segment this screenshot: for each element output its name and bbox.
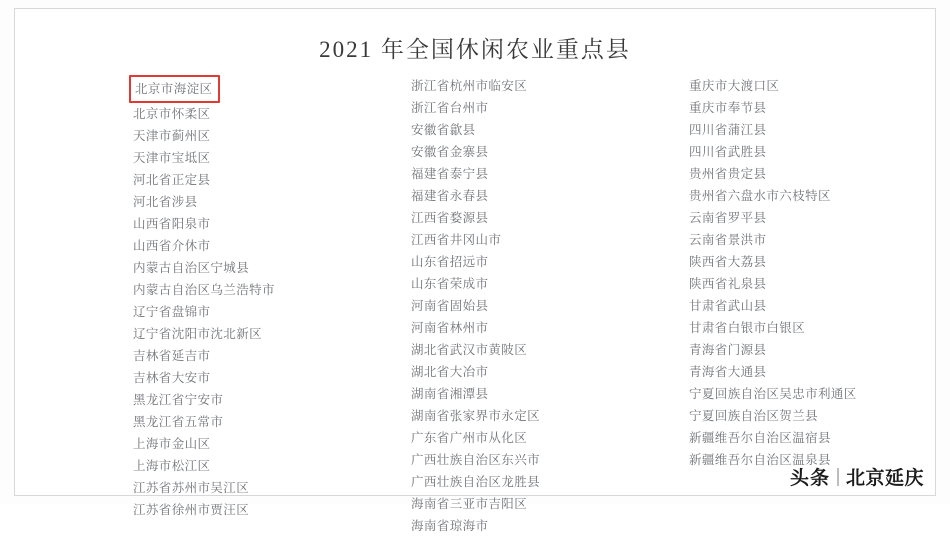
- county-entry: 广西壮族自治区东兴市: [411, 453, 541, 467]
- county-entry: 浙江省杭州市临安区: [411, 79, 528, 93]
- county-entry-row: [689, 317, 901, 339]
- county-entry-row: [411, 119, 623, 141]
- county-entry: 甘肃省武山县: [689, 299, 767, 313]
- county-entry-row: [411, 405, 623, 427]
- county-entry-row: [689, 427, 901, 449]
- county-entry: 广西壮族自治区龙胜县: [411, 475, 541, 489]
- county-entry: 江西省井冈山市: [411, 233, 502, 247]
- county-entry-row: [133, 235, 345, 257]
- county-entry-row: [133, 367, 345, 389]
- county-entry-row: [689, 207, 901, 229]
- county-entry: 山东省招远市: [411, 255, 489, 269]
- county-entry-row: [133, 455, 345, 477]
- county-entry-row: [689, 141, 901, 163]
- county-entry-row: [133, 103, 345, 125]
- county-entry: 河南省固始县: [411, 299, 489, 313]
- county-entry-row: [133, 477, 345, 499]
- county-entry-row: [689, 185, 901, 207]
- county-entry: 江西省婺源县: [411, 211, 489, 225]
- county-entry-row: [411, 75, 623, 97]
- county-entry: 湖北省武汉市黄陂区: [411, 343, 528, 357]
- county-entry-highlighted: 北京市海淀区: [129, 75, 220, 103]
- county-entry-row: [689, 163, 901, 185]
- county-entry: 湖南省湘潭县: [411, 387, 489, 401]
- county-entry: 陕西省礼泉县: [689, 277, 767, 291]
- county-entry: 重庆市奉节县: [689, 101, 767, 115]
- county-entry: 湖北省大冶市: [411, 365, 489, 379]
- county-entry-row: [133, 411, 345, 433]
- county-entry-row: [411, 251, 623, 273]
- document-frame: [14, 8, 936, 533]
- county-entry: 安徽省金寨县: [411, 145, 489, 159]
- county-entry: 宁夏回族自治区吴忠市利通区: [689, 387, 857, 401]
- county-entry-row: [689, 383, 901, 405]
- county-entry-row: [689, 97, 901, 119]
- county-entry: 辽宁省盘锦市: [133, 305, 211, 319]
- county-entry-row: [411, 141, 623, 163]
- county-entry-row: [133, 389, 345, 411]
- county-entry-row: [411, 383, 623, 405]
- county-entry: 河南省林州市: [411, 321, 489, 335]
- county-entry: 宁夏回族自治区贺兰县: [689, 409, 819, 423]
- county-entry: 天津市蓟州区: [133, 129, 211, 143]
- county-entry: 内蒙古自治区乌兰浩特市: [133, 283, 275, 297]
- county-entry: 贵州省贵定县: [689, 167, 767, 181]
- county-entry-row: [411, 97, 623, 119]
- county-entry: 辽宁省沈阳市沈北新区: [133, 327, 263, 341]
- county-column-2: [411, 75, 623, 537]
- watermark: [790, 463, 924, 490]
- county-entry-row: [689, 229, 901, 251]
- county-entry: 陕西省大荔县: [689, 255, 767, 269]
- county-entry-row: [411, 471, 623, 493]
- county-entry: 福建省泰宁县: [411, 167, 489, 181]
- county-entry-row: [689, 251, 901, 273]
- county-entry-row: [133, 75, 345, 103]
- county-column-1: [133, 75, 345, 537]
- county-entry: 山东省荣成市: [411, 277, 489, 291]
- county-entry-row: [689, 361, 901, 383]
- county-entry-row: [133, 499, 345, 521]
- county-entry-row: [133, 301, 345, 323]
- county-entry-row: [411, 339, 623, 361]
- county-entry-row: [411, 449, 623, 471]
- county-entry: 上海市金山区: [133, 437, 211, 451]
- county-entry-row: [133, 125, 345, 147]
- county-entry: 山西省阳泉市: [133, 217, 211, 231]
- county-entry-row: [133, 213, 345, 235]
- county-entry-row: [133, 433, 345, 455]
- county-entry: 天津市宝坻区: [133, 151, 211, 165]
- county-entry: 北京市怀柔区: [133, 107, 211, 121]
- county-entry: 河北省涉县: [133, 195, 198, 209]
- county-entry: 新疆维吾尔自治区温泉县: [689, 453, 831, 467]
- county-entry: 江苏省徐州市贾汪区: [133, 503, 250, 517]
- county-entry-row: [411, 317, 623, 339]
- county-entry: 贵州省六盘水市六枝特区: [689, 189, 831, 203]
- county-entry-row: [411, 163, 623, 185]
- county-entry: 山西省介休市: [133, 239, 211, 253]
- county-entry: 吉林省大安市: [133, 371, 211, 385]
- county-entry-row: [411, 427, 623, 449]
- county-entry-row: [411, 295, 623, 317]
- county-entry: 四川省武胜县: [689, 145, 767, 159]
- county-entry-row: [411, 515, 623, 537]
- county-entry-row: [689, 75, 901, 97]
- county-entry: 海南省三亚市吉阳区: [411, 497, 528, 511]
- county-entry: 黑龙江省宁安市: [133, 393, 224, 407]
- toutiao-logo: 头条: [789, 468, 830, 489]
- county-entry-row: [411, 273, 623, 295]
- county-entry-row: [133, 147, 345, 169]
- county-entry: 黑龙江省五常市: [133, 415, 224, 429]
- county-entry: 青海省大通县: [689, 365, 767, 379]
- county-entry: 浙江省台州市: [411, 101, 489, 115]
- county-entry-row: [411, 185, 623, 207]
- county-entry-row: [133, 169, 345, 191]
- county-entry: 安徽省歙县: [411, 123, 476, 137]
- county-entry: 湖南省张家界市永定区: [411, 409, 541, 423]
- county-entry-row: [411, 207, 623, 229]
- county-entry: 吉林省延吉市: [133, 349, 211, 363]
- county-entry-row: [411, 493, 623, 515]
- county-entry-row: [133, 323, 345, 345]
- county-entry-row: [689, 119, 901, 141]
- county-entry: 福建省永春县: [411, 189, 489, 203]
- county-entry-row: [133, 345, 345, 367]
- county-entry: 云南省景洪市: [689, 233, 767, 247]
- county-list-columns: [133, 75, 865, 537]
- county-entry-row: [689, 405, 901, 427]
- county-entry-row: [133, 279, 345, 301]
- watermark-account-name: 北京延庆: [845, 468, 924, 489]
- county-entry: 甘肃省白银市白银区: [689, 321, 806, 335]
- county-entry-row: [689, 339, 901, 361]
- county-entry: 重庆市大渡口区: [689, 79, 780, 93]
- county-entry: 内蒙古自治区宁城县: [133, 261, 250, 275]
- county-entry-row: [689, 273, 901, 295]
- county-entry: 海南省琼海市: [411, 519, 489, 533]
- county-entry: 云南省罗平县: [689, 211, 767, 225]
- county-entry: 广东省广州市从化区: [411, 431, 528, 445]
- watermark-divider: [837, 468, 839, 486]
- county-entry: 四川省蒲江县: [689, 123, 767, 137]
- county-entry-row: [411, 361, 623, 383]
- county-entry: 青海省门源县: [689, 343, 767, 357]
- county-entry: 江苏省苏州市吴江区: [133, 481, 250, 495]
- county-entry-row: [411, 229, 623, 251]
- county-entry-row: [133, 191, 345, 213]
- county-entry: 上海市松江区: [133, 459, 211, 473]
- county-entry-row: [133, 257, 345, 279]
- page-title: 2021 年全国休闲农业重点县: [319, 37, 631, 62]
- county-entry: 新疆维吾尔自治区温宿县: [689, 431, 831, 445]
- county-entry-row: [689, 295, 901, 317]
- county-entry: 河北省正定县: [133, 173, 211, 187]
